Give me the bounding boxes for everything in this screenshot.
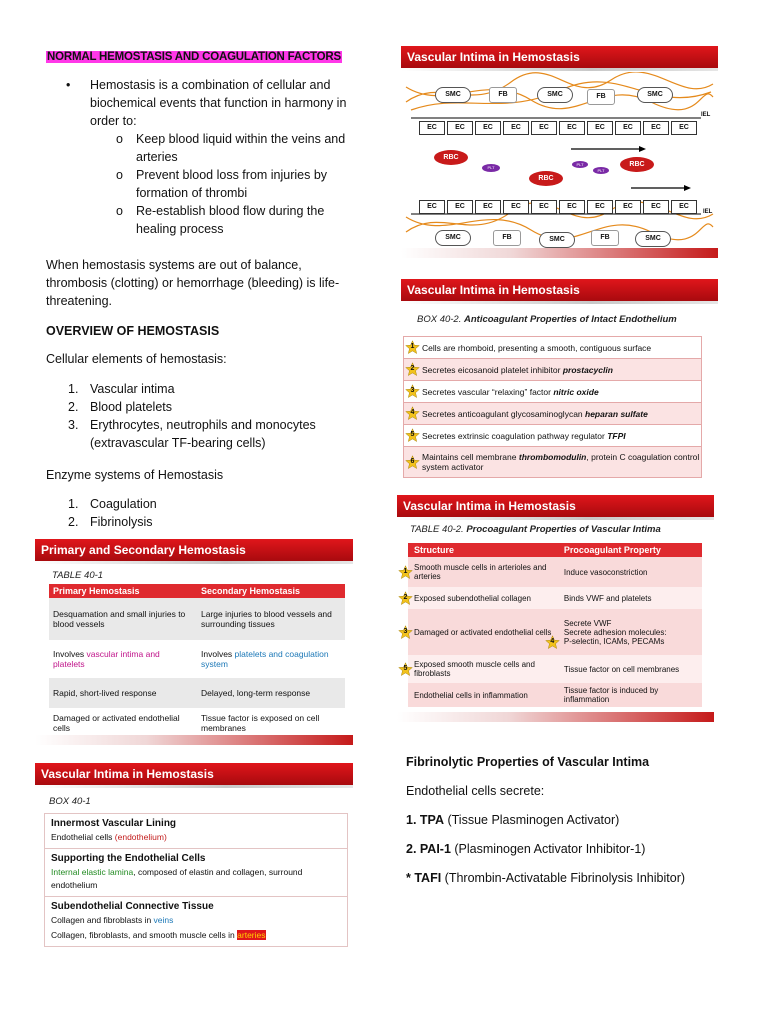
ec-cell: EC	[531, 121, 557, 135]
ec-cell: EC	[643, 121, 669, 135]
intro-bullet-text: Hemostasis is a combination of cellular and biochemical events that function in harmony in order to:	[90, 78, 347, 128]
smc-cell: SMC	[635, 231, 671, 247]
star-number: 2	[403, 594, 408, 601]
section-text: Endothelial cells (endothelium)	[51, 832, 167, 842]
smc-cell: SMC	[435, 87, 471, 103]
fibrinolytic-heading: Fibrinolytic Properties of Vascular Intima	[406, 755, 650, 769]
doc-heading: NORMAL HEMOSTASIS AND COAGULATION FACTORS	[47, 51, 341, 63]
list-item: 1. Vascular intima	[68, 382, 175, 396]
table-header: Primary Hemostasis	[49, 584, 197, 598]
star-icon	[405, 362, 420, 377]
star-icon	[405, 406, 420, 421]
fb-cell: FB	[587, 89, 615, 105]
list-item: 2. Blood platelets	[68, 400, 173, 414]
imbalance-paragraph: When hemostasis systems are out of balance, thrombosis (clotting) or hemorrhage (bleeding) is life-threatening.	[46, 258, 340, 308]
fb-cell: FB	[489, 87, 517, 103]
list-item: 1. Coagulation	[68, 497, 157, 511]
smc-cell: SMC	[537, 87, 573, 103]
box-section	[45, 849, 347, 897]
ec-cell: EC	[615, 200, 641, 214]
ec-cell: EC	[559, 200, 585, 214]
iel-label: IEL	[701, 112, 711, 118]
table-row: Exposed subendothelial collagen 2 Binds VWF and platelets	[408, 587, 702, 609]
ec-cell: EC	[587, 200, 613, 214]
star-icon	[405, 428, 420, 443]
slide-box-40-1	[35, 763, 353, 977]
platelet: PLT	[572, 161, 588, 168]
table-row: Exposed smooth muscle cells and fibroblasts 5 Tissue factor on cell membranes	[408, 655, 702, 683]
star-icon	[398, 662, 413, 677]
star-number: 1	[410, 343, 415, 350]
list-item-text: Secretes eicosanoid platelet inhibitor prostacyclin	[422, 364, 613, 375]
section-title: Supporting the Endothelial Cells	[51, 853, 206, 864]
slide-title: Vascular Intima in Hemostasis	[401, 279, 718, 301]
enzyme-list	[68, 495, 268, 531]
list-item: o Keep blood liquid within the veins and arteries	[116, 130, 360, 166]
cellular-heading: Cellular elements of hemostasis:	[46, 352, 227, 366]
rbc-cell: RBC	[529, 171, 563, 186]
slide-primary-secondary	[35, 539, 353, 745]
star-icon	[398, 565, 413, 580]
table-header: Secondary Hemostasis	[197, 584, 345, 598]
table-caption: TABLE 40-1	[52, 570, 104, 581]
star-icon	[398, 591, 413, 606]
intro-bullet-block	[64, 76, 360, 238]
list-item	[404, 337, 701, 359]
platelet: PLT	[593, 167, 609, 174]
rbc-cell: RBC	[434, 150, 468, 165]
ec-cell: EC	[475, 121, 501, 135]
table-row: Endothelial cells in inflammation Tissue factor is induced by inflammation	[408, 683, 702, 707]
overview-heading: OVERVIEW OF HEMOSTASIS	[46, 324, 220, 338]
list-item-text: Secretes extrinsic coagulation pathway regulator TFPI	[422, 430, 626, 441]
star-icon	[405, 384, 420, 399]
ec-cell: EC	[587, 121, 613, 135]
box-section	[45, 814, 347, 849]
ec-cell: EC	[447, 200, 473, 214]
star-number: 5	[403, 665, 408, 672]
box-caption: BOX 40-2. Anticoagulant Properties of Intact Endothelium	[417, 314, 677, 325]
slide-box-40-2	[401, 279, 718, 484]
star-number: 6	[410, 457, 415, 465]
list-item-text: Cells are rhomboid, presenting a smooth, contiguous surface	[422, 342, 652, 353]
box-40-1-content	[44, 813, 348, 947]
ec-row-bottom	[419, 200, 699, 213]
enzyme-heading: Enzyme systems of Hemostasis	[46, 468, 224, 482]
table-caption: TABLE 40-2. Procoagulant Properties of Vascular Intima	[410, 524, 661, 535]
ec-cell: EC	[419, 200, 445, 214]
ec-cell: EC	[447, 121, 473, 135]
section-title: Innermost Vascular Lining	[51, 818, 177, 829]
ec-row-top	[419, 121, 699, 134]
list-item	[404, 359, 701, 381]
star-number: 3	[410, 387, 415, 394]
section-text: Internal elastic lamina, composed of elastin and collagen, surround endothelium	[51, 867, 303, 890]
section-text: Collagen, fibroblasts, and smooth muscle cells in arteries	[51, 930, 266, 940]
table-header: Procoagulant Property	[561, 543, 702, 557]
list-item-text: Secretes anticoagulant glycosaminoglycan heparan sulfate	[422, 408, 648, 419]
ec-cell: EC	[475, 200, 501, 214]
primary-secondary-table	[49, 584, 345, 738]
flow-arrow-head	[639, 146, 646, 152]
list-item	[404, 381, 701, 403]
list-item: 3. Erythrocytes, neutrophils and monocytes (extravascular TF-bearing cells)	[68, 418, 316, 450]
table-row: Damaged or activated endothelial cells Tissue factor is exposed on cell membranes	[49, 708, 345, 738]
star-number: 5	[410, 431, 415, 438]
ec-cell: EC	[419, 121, 445, 135]
box-section	[45, 897, 347, 946]
slide-title: Vascular Intima in Hemostasis	[35, 763, 353, 785]
intro-bullet	[64, 76, 360, 130]
table-header: Structure	[408, 543, 561, 557]
star-number: 2	[410, 365, 415, 372]
platelet: PLT	[482, 164, 500, 172]
intro-sub-list	[116, 130, 360, 238]
star-number: 4	[410, 409, 415, 416]
ec-cell: EC	[671, 200, 697, 214]
list-item-text: Maintains cell membrane thrombomodulin, protein C coagulation control system activator	[422, 452, 700, 472]
section-text: Collagen and fibroblasts in veins	[51, 915, 174, 925]
tpa-item: 1. TPA (Tissue Plasminogen Activator)	[406, 813, 620, 827]
tafi-item: * TAFI (Thrombin-Activatable Fibrinolysis Inhibitor)	[406, 871, 686, 885]
table-row: Rapid, short-lived response Delayed, long-term response	[49, 678, 345, 708]
table-row: Smooth muscle cells in arterioles and arteries 1 Induce vasoconstriction	[408, 557, 702, 587]
list-item	[404, 447, 701, 478]
ec-cell: EC	[531, 200, 557, 214]
slide-footer-bar	[397, 712, 714, 722]
list-item	[404, 425, 701, 447]
star-icon	[405, 455, 420, 470]
table-row: Desquamation and small injuries to blood vessels Large injuries to blood vessels and surrounding tissues	[49, 598, 345, 640]
star-number: 4	[550, 638, 555, 645]
list-item	[404, 403, 701, 425]
ec-cell: EC	[643, 200, 669, 214]
slide-table-40-2	[397, 495, 714, 722]
star-icon	[545, 635, 560, 650]
slide-title: Vascular Intima in Hemostasis	[401, 46, 718, 68]
slide-footer-bar	[401, 248, 718, 258]
pai-item: 2. PAI-1 (Plasminogen Activator Inhibitor-1)	[406, 842, 646, 856]
cellular-list	[68, 380, 358, 452]
section-title: Subendothelial Connective Tissue	[51, 901, 214, 912]
procoagulant-table	[403, 543, 702, 707]
rbc-cell: RBC	[620, 157, 654, 172]
smc-cell: SMC	[637, 87, 673, 103]
ec-cell: EC	[503, 200, 529, 214]
table-row: Involves vascular intima and platelets Involves platelets and coagulation system	[49, 640, 345, 678]
ec-cell: EC	[559, 121, 585, 135]
slide-title: Vascular Intima in Hemostasis	[397, 495, 714, 517]
ec-cell: EC	[671, 121, 697, 135]
slide-vascular-diagram	[401, 46, 718, 258]
list-item-text: Secretes vascular “relaxing” factor nitric oxide	[422, 386, 599, 397]
smc-cell: SMC	[539, 232, 575, 248]
star-number: 1	[403, 568, 408, 575]
star-number: 3	[403, 628, 408, 635]
slide-footer-bar	[35, 735, 353, 745]
anticoagulant-list	[403, 336, 702, 478]
flow-arrow-head	[684, 185, 691, 191]
star-icon	[398, 625, 413, 640]
list-item: o Prevent blood loss from injuries by formation of thrombi	[116, 166, 360, 202]
box-caption: BOX 40-1	[49, 796, 91, 807]
list-item: 2. Fibrinolysis	[68, 515, 153, 529]
slide-title: Primary and Secondary Hemostasis	[35, 539, 353, 561]
fb-cell: FB	[493, 230, 521, 246]
list-item: o Re-establish blood flow during the healing process	[116, 202, 360, 238]
bullet-dot-icon: •	[66, 78, 71, 92]
star-icon	[405, 340, 420, 355]
iel-label: IEL	[703, 209, 713, 215]
smc-cell: SMC	[435, 230, 471, 246]
fb-cell: FB	[591, 230, 619, 246]
doc-heading-wrap	[46, 47, 366, 66]
endothelial-secrete-text: Endothelial cells secrete:	[406, 784, 545, 798]
ec-cell: EC	[615, 121, 641, 135]
table-row: Damaged or activated endothelial cells 3 Secrete VWF Secrete adhesion molecules: P-selectin, ICAMs, PECAMs 4	[408, 609, 702, 655]
ec-cell: EC	[503, 121, 529, 135]
